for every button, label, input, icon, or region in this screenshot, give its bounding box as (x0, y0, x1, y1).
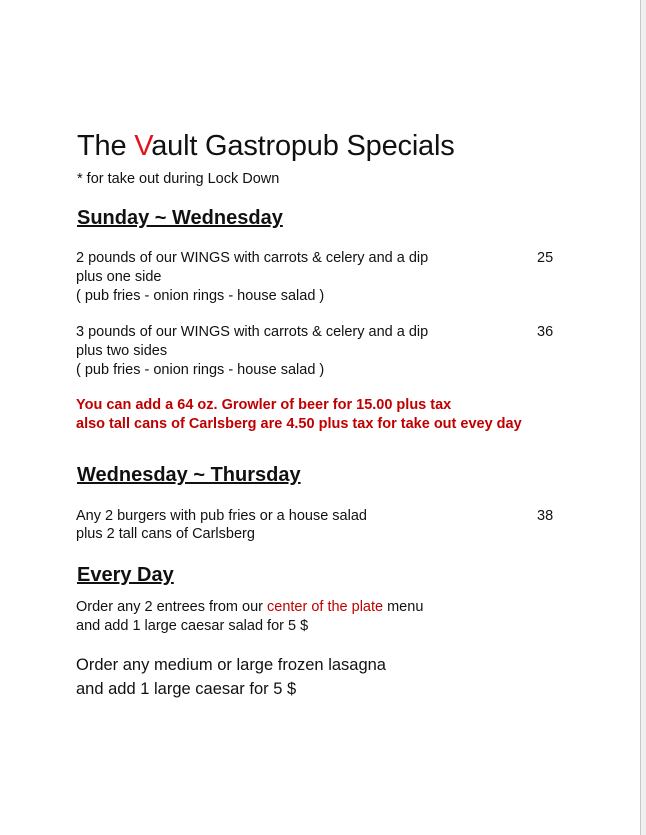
title-highlight-letter: V (134, 130, 152, 162)
menu-item-line: plus two sides (76, 343, 168, 359)
offer-line (76, 598, 423, 617)
menu-item-line: 2 pounds of our WINGS with carrots & celery and a dip (76, 250, 429, 266)
center-of-plate-highlight: center of the plate (267, 599, 384, 615)
section-heading-sunday-wednesday: Sunday ~ Wednesday (77, 207, 283, 229)
menu-item-price: 36 (537, 324, 554, 340)
menu-item-line: plus 2 tall cans of Carlsberg (76, 526, 255, 542)
title-suffix: ault Gastropub Specials (151, 130, 455, 162)
menu-item-line: plus one side (76, 269, 162, 285)
menu-item-line: Any 2 burgers with pub fries or a house salad (76, 508, 367, 524)
offer-text: menu (383, 599, 424, 615)
offer-line: and add 1 large caesar salad for 5 $ (76, 618, 309, 634)
menu-item-price: 38 (537, 508, 554, 524)
menu-item-line: ( pub fries - onion rings - house salad ) (76, 288, 325, 304)
section-heading-wednesday-thursday: Wednesday ~ Thursday (77, 464, 301, 486)
growler-notice-line: You can add a 64 oz. Growler of beer for 15.00 plus tax (76, 397, 452, 413)
offer-text: Order any 2 entrees from our (76, 599, 267, 615)
title-prefix: The (77, 130, 135, 162)
page-title (77, 128, 455, 164)
lasagna-offer-line: and add 1 large caesar for 5 $ (76, 680, 297, 698)
menu-item-line: 3 pounds of our WINGS with carrots & celery and a dip (76, 324, 429, 340)
takeout-note: * for take out during Lock Down (77, 171, 280, 187)
section-heading-every-day: Every Day (77, 564, 174, 586)
lasagna-offer-line: Order any medium or large frozen lasagna (76, 656, 386, 674)
menu-item-price: 25 (537, 250, 554, 266)
menu-item-line: ( pub fries - onion rings - house salad ) (76, 362, 325, 378)
growler-notice-line: also tall cans of Carlsberg are 4.50 plus tax for take out evey day (76, 416, 522, 432)
